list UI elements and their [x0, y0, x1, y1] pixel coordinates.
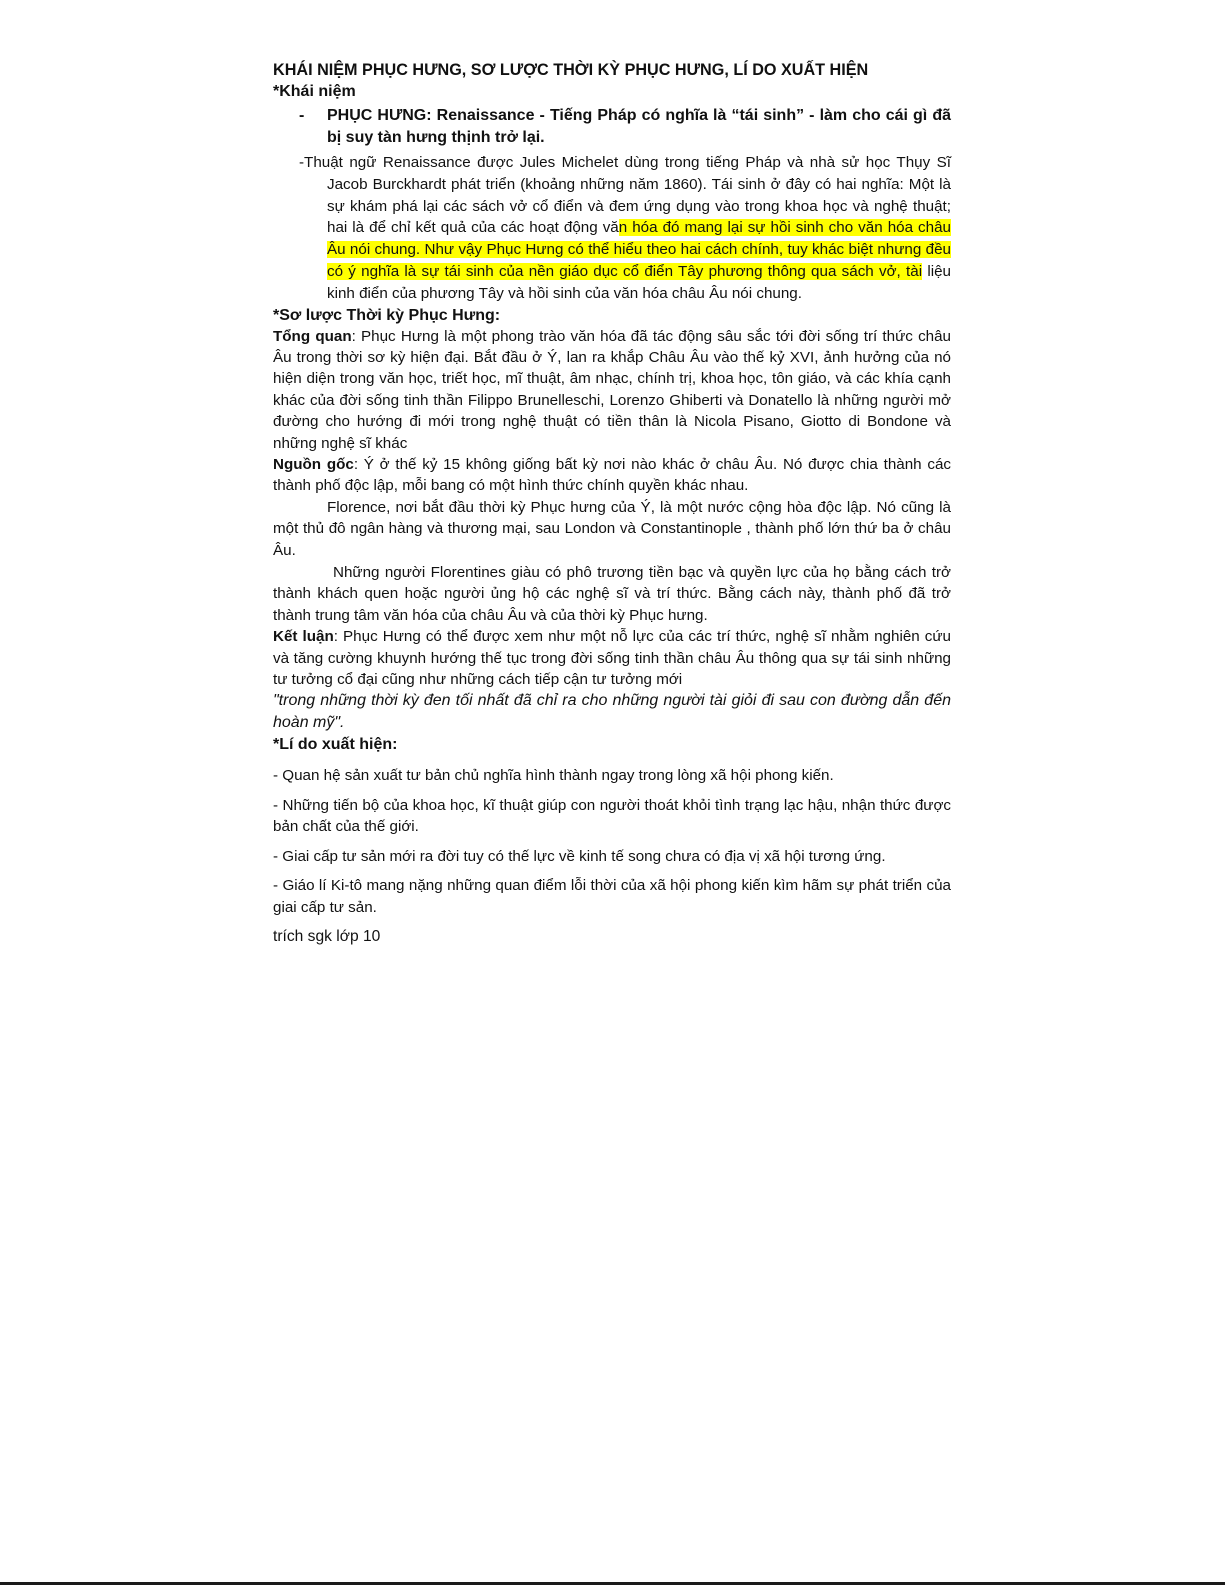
conclusion-text: : Phục Hưng có thể được xem như một nỗ lực của các trí thức, nghệ sĩ nhằm nghiên cứu và tăng cường khuynh hướng thế tục trong đời sống tinh thần châu Âu thông qua sự tái sinh những tư tưởng cổ đại cũng như những cách tiếp cận tư tưởng mới	[273, 628, 951, 689]
florentines-paragraph: Những người Florentines giàu có phô trương tiền bạc và quyền lực của họ bằng cách trở thành khách quen hoặc người ủng hộ các nghệ sĩ và trí thức. Bằng cách này, thành phố đã trở thành trung tâm văn hóa của châu Âu và của thời kỳ Phục hưng.	[273, 564, 951, 624]
overview-label: Tổng quan	[273, 327, 352, 345]
term-text-after: liệu kinh điển của phương Tây và hồi sinh của văn hóa châu Âu nói chung.	[327, 262, 951, 302]
highlighted-text: n hóa đó mang lại sự hồi sinh cho văn hóa châu Âu nói chung. Như vậy Phục Hưng có thể hiểu theo hai cách chính, tuy khác biệt nhưng đều có ý nghĩa là sự tái sinh của nền giáo dục cổ điển Tây phương thông qua sách vở, tài	[327, 219, 951, 280]
origin-text: : Ý ở thế kỷ 15 không giống bất kỳ nơi nào khác ở châu Âu. Nó được chia thành các thành phố độc lập, mỗi bang có một hình thức chính quyền khác nhau.	[273, 456, 951, 495]
origin-paragraph	[273, 454, 951, 497]
reason-item: - Giáo lí Ki-tô mang nặng những quan điểm lỗi thời của xã hội phong kiến kìm hãm sự phát triển của giai cấp tư sản.	[273, 877, 951, 916]
reason-item: - Những tiến bộ của khoa học, kĩ thuật giúp con người thoát khỏi tình trạng lạc hậu, nhận thức được bản chất của thế giới.	[273, 796, 951, 836]
overview-text: : Phục Hưng là một phong trào văn hóa đã tác động sâu sắc tới đời sống trí thức châu Âu trong thời sơ kỳ hiện đại. Bắt đầu ở Ý, lan ra khắp Châu Âu vào thế kỷ XVI, ảnh hưởng của nó hiện diện trong văn học, triết học, mĩ thuật, âm nhạc, chính trị, khoa học, tôn giáo, và các khía cạnh khác của đời sống tinh thần Filippo Brunelleschi, Lorenzo Ghiberti và Donatello là những người mở đường cho hướng đi mới trong nghệ thuật có tiền thân là Nicola Pisano, Giotto di Bondone và những nghệ sĩ khác	[273, 327, 952, 452]
section-heading-overview: *Sơ lược Thời kỳ Phục Hưng:	[273, 306, 501, 324]
florence-paragraph: Florence, nơi bắt đầu thời kỳ Phục hưng của Ý, là một nước cộng hòa độc lập. Nó cũng là một thủ đô ngân hàng và thương mại, sau London và Constantinople , thành phố lớn thứ ba ở châu Âu.	[273, 498, 951, 559]
definition-bullet	[273, 105, 951, 149]
reason-item: - Giai cấp tư sản mới ra đời tuy có thế lực về kinh tế song chưa có địa vị xã hội tương ứng.	[273, 847, 886, 865]
conclusion-paragraph	[273, 626, 951, 690]
overview-paragraph	[273, 326, 951, 454]
conclusion-label: Kết luận	[273, 628, 334, 646]
document-title: KHÁI NIỆM PHỤC HƯNG, SƠ LƯỢC THỜI KỲ PHỤC HƯNG, LÍ DO XUẤT HIỆN	[273, 61, 869, 79]
term-paragraph	[273, 152, 951, 305]
bullet-dash: -	[299, 107, 305, 124]
definition-text: PHỤC HƯNG: Renaissance - Tiếng Pháp có nghĩa là “tái sinh” - làm cho cái gì đã bị suy tàn hưng thịnh trở lại.	[327, 107, 951, 146]
term-text-before: -Thuật ngữ Renaissance được Jules Michelet dùng trong tiếng Pháp và nhà sử học Thụy Sĩ Jacob Burckhardt phát triển (khoảng những năm 1860). Tái sinh ở đây có hai nghĩa: Một là sự khám phá lại các sách vở cổ điển và đem ứng dụng vào trong khoa học và nghệ thuật; hai là để chỉ kết quả của các hoạt động vă	[299, 154, 951, 237]
document-page	[273, 60, 951, 947]
section-heading-reasons: *Lí do xuất hiện:	[273, 736, 398, 754]
section-heading-concept: *Khái niệm	[273, 83, 356, 100]
reason-item: - Quan hệ sản xuất tư bản chủ nghĩa hình thành ngay trong lòng xã hội phong kiến.	[273, 767, 834, 785]
origin-label: Nguồn gốc	[273, 456, 354, 474]
quote-text: "trong những thời kỳ đen tối nhất đã chỉ ra cho những người tài giỏi đi sau con đường dẫn đến hoàn mỹ".	[273, 692, 951, 732]
source-note: trích sgk lớp 10	[273, 927, 381, 945]
